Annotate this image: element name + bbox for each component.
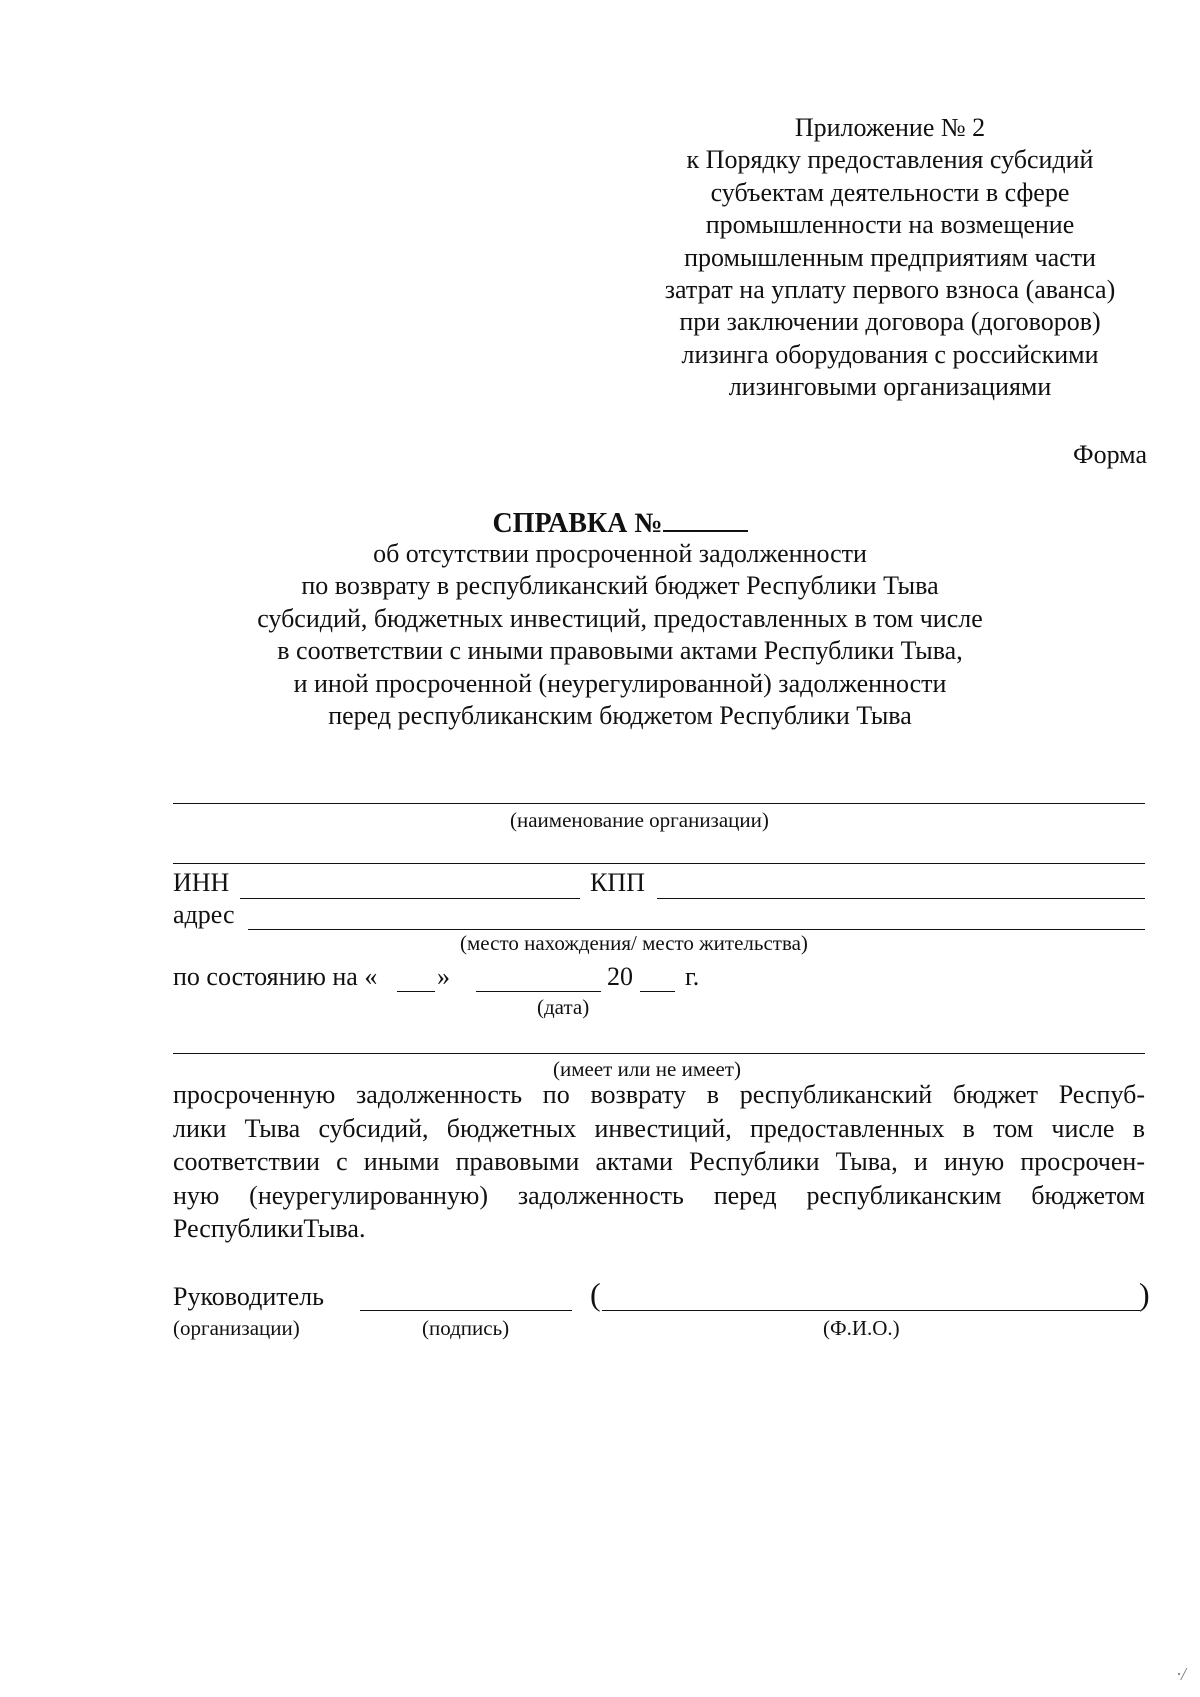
address-caption: (место нахождения/ место жительства) xyxy=(460,931,808,955)
org-name-caption: (наименование организации) xyxy=(510,808,769,832)
corner-mark: ·/ xyxy=(1176,1664,1186,1684)
inn-field[interactable] xyxy=(240,898,580,899)
certificate-title-block xyxy=(150,504,1090,732)
subtitle-line: перед республиканским бюджетом Республики Тыва xyxy=(328,701,912,731)
subtitle-line: и иной просроченной (неурегулированной) задолженности xyxy=(293,668,947,698)
org-name-field-line2[interactable] xyxy=(173,863,1145,864)
address-field[interactable] xyxy=(248,929,1145,930)
as-of-label xyxy=(173,962,377,992)
certificate-number-field[interactable] xyxy=(663,504,748,532)
fio-caption: (Ф.И.О.) xyxy=(823,1316,900,1340)
day-field[interactable] xyxy=(397,991,435,992)
body-line: РеспубликиТыва. xyxy=(173,1214,366,1243)
appendix-line: при заключении договора (договоров) xyxy=(679,307,1101,337)
body-line: ную (неурегулированную) задолженность перед республиканским бюджетом xyxy=(173,1180,1145,1210)
subtitle-line: субсидий, бюджетных инвестиций, предоставленных в том числе xyxy=(257,603,983,633)
month-field[interactable] xyxy=(476,991,601,992)
appendix-line: лизинговыми организациями xyxy=(728,372,1052,402)
has-debt-field[interactable] xyxy=(173,1053,1145,1054)
body-line: соответствии с иными правовыми актами Республики Тыва, и иную просрочен- xyxy=(173,1147,1145,1176)
appendix-line: лизинга оборудования с российскими xyxy=(681,339,1099,369)
subtitle-line: об отсутствии просроченной задолженности xyxy=(373,539,867,568)
certificate-body xyxy=(173,1078,1145,1246)
appendix-line: к Порядку предоставления субсидий xyxy=(686,145,1094,175)
year-prefix: 20 xyxy=(607,962,633,991)
close-quote: » xyxy=(437,962,450,991)
kpp-label: КПП xyxy=(590,868,645,897)
year-suffix: г. xyxy=(685,962,700,991)
date-caption: (дата) xyxy=(537,995,590,1019)
appendix-line: промышленности на возмещение xyxy=(705,210,1075,240)
fio-close-paren: ) xyxy=(1139,1276,1150,1312)
appendix-line: Приложение № 2 xyxy=(794,113,986,142)
body-line: лики Тыва субсидий, бюджетных инвестиций, предоставленных в том числе в xyxy=(173,1113,1145,1143)
certificate-heading xyxy=(150,504,1090,538)
kpp-field[interactable] xyxy=(657,898,1145,899)
signature-caption: (подпись) xyxy=(422,1316,510,1340)
has-debt-caption: (имеет или не имеет) xyxy=(553,1057,741,1081)
org-name-field[interactable] xyxy=(173,803,1145,804)
appendix-line: промышленным предприятиям части xyxy=(684,242,1096,272)
subtitle-line: по возврату в республиканский бюджет Республики Тыва xyxy=(301,571,939,601)
certificate-heading-text: СПРАВКА № xyxy=(492,508,663,539)
signature-field[interactable] xyxy=(360,1310,572,1311)
appendix-line: затрат на уплату первого взноса (аванса) xyxy=(664,275,1116,305)
head-label: Руководитель xyxy=(173,1282,324,1311)
fio-open-paren: ( xyxy=(590,1276,601,1312)
year-field[interactable] xyxy=(640,991,675,992)
body-line: просроченную задолженность по возврату в республиканский бюджет Респуб- xyxy=(173,1080,1145,1109)
appendix-line: субъектам деятельности в сфере xyxy=(710,177,1070,207)
appendix-header xyxy=(630,112,1150,404)
address-label: адрес xyxy=(173,900,235,929)
as-of-prefix: по состоянию на « xyxy=(173,962,378,991)
subtitle-line: в соответствии с иными правовыми актами Республики Тыва, xyxy=(277,636,963,666)
org-sign-caption: (организации) xyxy=(173,1316,300,1340)
inn-label: ИНН xyxy=(173,868,230,897)
form-label: Форма xyxy=(1073,440,1147,469)
fio-field[interactable] xyxy=(602,1310,1140,1311)
